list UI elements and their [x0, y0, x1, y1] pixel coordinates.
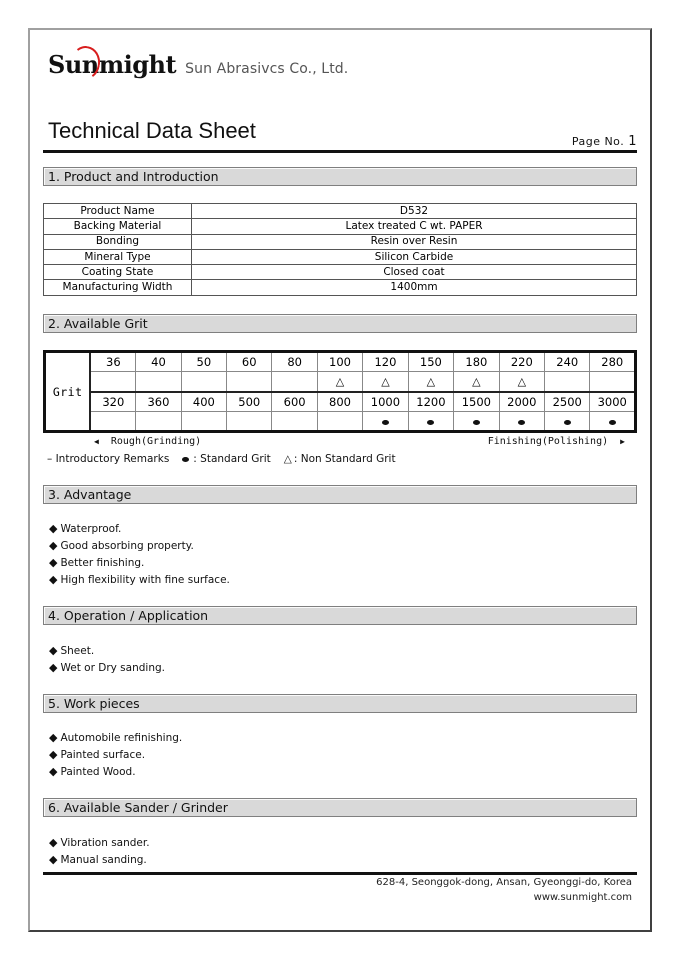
- table-row: [44, 249, 637, 264]
- grit-cell: 36: [90, 352, 135, 372]
- table-row: [44, 280, 637, 295]
- diamond-bullet-icon: ◆: [49, 748, 58, 761]
- grit-cell: 80: [272, 352, 317, 372]
- standard-dot-icon: [518, 420, 525, 425]
- table-row: [44, 219, 637, 234]
- list-item-text: Automobile refinishing.: [60, 732, 183, 744]
- finishing-polishing-label: [488, 436, 625, 447]
- list-item-text: Waterproof.: [60, 523, 122, 535]
- grit-mark-cell: [499, 372, 544, 392]
- spec-label: Coating State: [44, 265, 192, 280]
- list-item-text: Manual sanding.: [60, 854, 147, 866]
- list-item: [49, 537, 230, 554]
- list-item-text: Painted surface.: [60, 749, 146, 761]
- grit-cell: 800: [317, 392, 362, 412]
- footer-website: www.sunmight.com: [533, 892, 632, 903]
- diamond-bullet-icon: ◆: [49, 661, 58, 674]
- list-item: [49, 642, 165, 659]
- table-row: [44, 265, 637, 280]
- brand-name: Sunmight: [48, 50, 177, 79]
- grit-cell: 240: [545, 352, 590, 372]
- grit-mark-row: [45, 372, 636, 392]
- grit-cell: 120: [363, 352, 408, 372]
- list-item: [49, 659, 165, 676]
- grit-mark-cell: [454, 372, 499, 392]
- grit-mark-cell: [545, 372, 590, 392]
- list-item-text: Good absorbing property.: [60, 540, 194, 552]
- document-title: Technical Data Sheet: [48, 118, 256, 143]
- diamond-bullet-icon: ◆: [49, 836, 58, 849]
- grit-mark-cell: [227, 412, 272, 432]
- grit-cell: 280: [590, 352, 636, 372]
- list-item-text: Wet or Dry sanding.: [60, 662, 165, 674]
- grit-cell: 1200: [408, 392, 453, 412]
- grit-mark-cell: [272, 372, 317, 392]
- list-item-text: Better finishing.: [60, 557, 145, 569]
- arrow-right-icon: ▶: [620, 437, 625, 446]
- page-number: [572, 134, 637, 149]
- grit-mark-cell: [90, 372, 135, 392]
- spec-value: D532: [192, 204, 637, 219]
- rough-grinding-label: [94, 436, 201, 447]
- diamond-bullet-icon: ◆: [49, 765, 58, 778]
- grit-cell: 220: [499, 352, 544, 372]
- footer-divider: [43, 872, 637, 875]
- list-item: [49, 851, 150, 868]
- grit-mark-cell: [227, 372, 272, 392]
- spec-label: Bonding: [44, 234, 192, 249]
- standard-dot-icon: [182, 457, 189, 462]
- grit-cell: 1500: [454, 392, 499, 412]
- grit-mark-cell: [408, 412, 453, 432]
- spec-label: Product Name: [44, 204, 192, 219]
- operation-list: [49, 642, 165, 676]
- spec-value: 1400mm: [192, 280, 637, 295]
- grit-mark-cell: [363, 412, 408, 432]
- standard-dot-icon: [564, 420, 571, 425]
- grit-cell: 150: [408, 352, 453, 372]
- page-number-value: 1: [628, 134, 637, 149]
- spec-value: Resin over Resin: [192, 234, 637, 249]
- grit-mark-cell: [317, 372, 362, 392]
- spec-label: Backing Material: [44, 219, 192, 234]
- section-header-product: 1. Product and Introduction: [43, 167, 637, 186]
- page-frame: [28, 28, 652, 932]
- company-logo: [48, 50, 348, 84]
- list-item: [49, 729, 182, 746]
- list-item: [49, 834, 150, 851]
- brand-wordmark: [48, 50, 176, 79]
- grit-cell: 180: [454, 352, 499, 372]
- work-pieces-list: [49, 729, 182, 780]
- advantage-list: [49, 520, 230, 588]
- spec-value: Latex treated C wt. PAPER: [192, 219, 637, 234]
- diamond-bullet-icon: ◆: [49, 522, 58, 535]
- spec-label: Mineral Type: [44, 249, 192, 264]
- rough-text: Rough(Grinding): [110, 436, 202, 447]
- grit-mark-cell: [136, 372, 181, 392]
- nonstandard-grit-label: : Non Standard Grit: [293, 453, 396, 465]
- diamond-bullet-icon: ◆: [49, 539, 58, 552]
- finishing-text: Finishing(Polishing): [487, 436, 609, 447]
- grit-cell: 500: [227, 392, 272, 412]
- grit-cell: 40: [136, 352, 181, 372]
- grit-mark-cell: [590, 372, 636, 392]
- section-header-work-pieces: 5. Work pieces: [43, 694, 637, 713]
- list-item-text: Sheet.: [60, 645, 95, 657]
- spec-value: Closed coat: [192, 265, 637, 280]
- diamond-bullet-icon: ◆: [49, 644, 58, 657]
- section-header-grit: 2. Available Grit: [43, 314, 637, 333]
- arrow-left-icon: ◀: [94, 437, 99, 446]
- grit-label: Grit: [45, 352, 91, 432]
- table-row: [44, 204, 637, 219]
- grit-cell: 360: [136, 392, 181, 412]
- grit-mark-cell: [363, 372, 408, 392]
- grit-mark-cell: [90, 412, 135, 432]
- grit-mark-cell: [181, 372, 226, 392]
- standard-dot-icon: [427, 420, 434, 425]
- grit-mark-cell: [317, 412, 362, 432]
- grit-cell: 3000: [590, 392, 636, 412]
- grit-table: [43, 350, 637, 433]
- list-item-text: Vibration sander.: [60, 837, 150, 849]
- sander-list: [49, 834, 150, 868]
- list-item-text: Painted Wood.: [60, 766, 136, 778]
- list-item: [49, 571, 230, 588]
- grit-legend: [47, 453, 401, 465]
- grit-cell: 1000: [363, 392, 408, 412]
- grit-cell: 320: [90, 392, 135, 412]
- grit-cell: 50: [181, 352, 226, 372]
- remarks-label: – Introductory Remarks: [47, 453, 170, 465]
- grit-value-row: [45, 352, 636, 372]
- triangle-icon: △: [517, 375, 527, 389]
- grit-cell: 400: [181, 392, 226, 412]
- product-spec-table: [43, 203, 637, 296]
- standard-dot-icon: [473, 420, 480, 425]
- diamond-bullet-icon: ◆: [49, 731, 58, 744]
- triangle-icon: △: [335, 375, 345, 389]
- grit-mark-cell: [499, 412, 544, 432]
- grit-cell: 100: [317, 352, 362, 372]
- section-header-sander: 6. Available Sander / Grinder: [43, 798, 637, 817]
- grit-mark-cell: [136, 412, 181, 432]
- page-number-label: Page No.: [571, 135, 625, 148]
- title-divider: [43, 150, 637, 153]
- section-header-operation: 4. Operation / Application: [43, 606, 637, 625]
- triangle-icon: △: [283, 453, 292, 465]
- spec-value: Silicon Carbide: [192, 249, 637, 264]
- triangle-icon: △: [426, 375, 436, 389]
- list-item: [49, 520, 230, 537]
- grit-cell: 2000: [499, 392, 544, 412]
- diamond-bullet-icon: ◆: [49, 573, 58, 586]
- standard-grit-label: : Standard Grit: [193, 453, 271, 465]
- company-name: Sun Abrasivcs Co., Ltd.: [185, 61, 349, 77]
- triangle-icon: △: [381, 375, 390, 389]
- grit-mark-cell: [272, 412, 317, 432]
- grit-mark-cell: [454, 412, 499, 432]
- diamond-bullet-icon: ◆: [49, 556, 58, 569]
- standard-dot-icon: [609, 420, 616, 425]
- grit-mark-cell: [590, 412, 636, 432]
- list-item: [49, 746, 182, 763]
- grit-mark-cell: [408, 372, 453, 392]
- list-item: [49, 554, 230, 571]
- section-header-advantage: 3. Advantage: [43, 485, 637, 504]
- list-item: [49, 763, 182, 780]
- grit-cell: 600: [272, 392, 317, 412]
- grit-cell: 2500: [545, 392, 590, 412]
- footer-address: 628-4, Seonggok-dong, Ansan, Gyeonggi-do, Korea: [376, 877, 632, 888]
- grit-mark-cell: [181, 412, 226, 432]
- grit-mark-cell: [545, 412, 590, 432]
- grit-mark-row: [45, 412, 636, 432]
- grit-cell: 60: [227, 352, 272, 372]
- grit-value-row: [45, 392, 636, 412]
- triangle-icon: △: [472, 375, 481, 389]
- table-row: [44, 234, 637, 249]
- standard-dot-icon: [382, 420, 389, 425]
- spec-label: Manufacturing Width: [44, 280, 192, 295]
- diamond-bullet-icon: ◆: [49, 853, 58, 866]
- list-item-text: High flexibility with fine surface.: [60, 574, 230, 586]
